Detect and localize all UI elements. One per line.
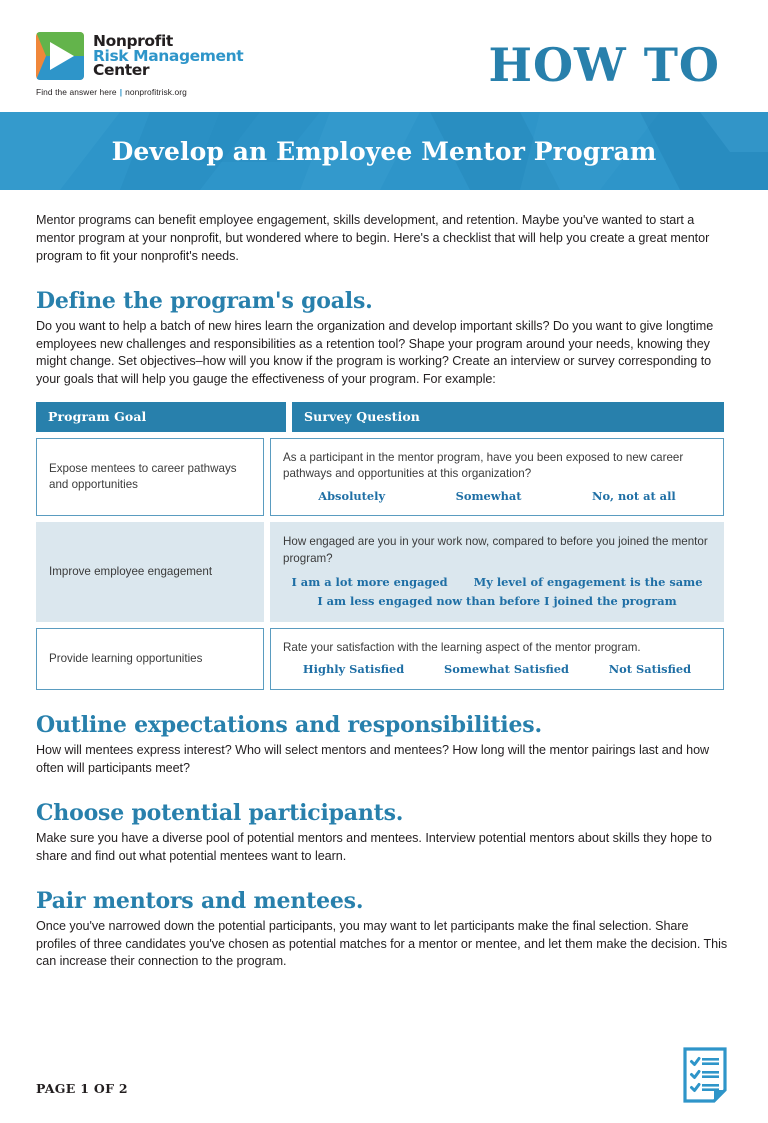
page-number-label: PAGE 1 OF 2 (36, 1081, 128, 1096)
logo-row (36, 32, 243, 80)
logo-wordmark (93, 31, 244, 80)
section-paragraph-pair-mentors: Once you've narrowed down the potential participants, you may want to let participants make the final selection. Share profiles of three candidates you've chosen as potential matches for a mentor or mentee, and let them make the decision. This can increase their connection to the program. (36, 918, 728, 969)
page-header (0, 0, 768, 112)
section-paragraph-define-goals: Do you want to help a batch of new hires learn the organization and develop important skills? Do you want to give longtime employees new challenges and responsibilities as a retention tool? Shape your program around your needs, knowing they might change. Set objectives–how will you know if the program is working? Create an interview or survey corresponding to your goals that will help you gauge the effectiveness of your program. For example: (36, 318, 714, 387)
section-heading-choose-participants: Choose potential participants. (36, 799, 404, 826)
tagline-text: Find the answer here (36, 87, 117, 97)
program-goal-survey-table (36, 402, 724, 690)
tagline-separator: | (119, 87, 123, 97)
section-heading-define-goals: Define the program's goals. (36, 287, 373, 314)
answer-option[interactable]: No, not at all (592, 488, 676, 503)
answer-option[interactable]: Not Satisfied (608, 662, 692, 677)
answer-option[interactable]: Absolutely (318, 488, 386, 503)
answer-option[interactable]: Somewhat (455, 488, 522, 503)
table-cell-goal: Improve employee engagement (36, 522, 264, 622)
survey-question-text: Rate your satisfaction with the learning aspect of the mentor program. (283, 641, 641, 655)
intro-paragraph: Mentor programs can benefit employee engagement, skills development, and retention. Maybe you've wanted to start a mentor program at your nonprofit, but wondered where to begin. Here's a checklist that will help you create a great mentor program to fit your nonprofit's needs. (36, 213, 710, 263)
logo-tagline (36, 87, 243, 97)
section-paragraph-outline-expectations: How will mentees express interest? Who will select mentors and mentees? How long will the mentor pairings last and how often will participants meet? (36, 743, 710, 776)
logo-line-center: Center (93, 61, 150, 80)
survey-answer-options (283, 575, 711, 610)
table-cell-question (270, 628, 724, 690)
table-cell-question (270, 438, 724, 516)
answer-option[interactable]: Somewhat Satisfied (444, 662, 569, 677)
table-cell-question (270, 522, 724, 622)
answer-option[interactable]: Highly Satisfied (302, 662, 405, 677)
how-to-label: HOW TO (488, 38, 720, 92)
title-banner (0, 112, 768, 190)
survey-answer-options (283, 489, 711, 505)
banner-title: Develop an Employee Mentor Program (111, 136, 657, 166)
logo-line-nonprofit: Nonprofit (93, 31, 173, 50)
table-row (36, 628, 724, 690)
table-cell-goal: Provide learning opportunities (36, 628, 264, 690)
table-row (36, 438, 724, 516)
nrmc-logo-mark-icon (36, 32, 84, 80)
table-row (36, 522, 724, 622)
survey-question-text: How engaged are you in your work now, compared to before you joined the mentor program? (283, 535, 708, 565)
page-footer (0, 1017, 768, 1123)
table-header-program-goal: Program Goal (36, 402, 286, 432)
logo-line-risk-management: Risk Management (93, 46, 244, 65)
table-header-row (36, 402, 724, 432)
organization-logo (36, 32, 243, 97)
answer-option[interactable]: My level of engagement is the same (473, 574, 703, 589)
section-paragraph-choose-participants: Make sure you have a diverse pool of potential mentors and mentees. Interview potential mentors about skills they hope to share and find out what potential mentees want to learn. (36, 830, 712, 863)
checklist-document-icon (682, 1046, 728, 1109)
section-heading-outline-expectations: Outline expectations and responsibilities. (36, 712, 542, 739)
table-header-survey-question: Survey Question (292, 402, 724, 432)
table-cell-goal: Expose mentees to career pathways and opportunities (36, 438, 264, 516)
survey-answer-options (283, 662, 711, 678)
survey-question-text: As a participant in the mentor program, have you been exposed to new career pathways and opportunities at this organization? (283, 451, 684, 481)
answer-option[interactable]: I am a lot more engaged (291, 574, 448, 589)
section-heading-pair-mentors: Pair mentors and mentees. (36, 887, 364, 914)
tagline-website[interactable]: nonprofitrisk.org (125, 87, 187, 97)
main-content (0, 190, 768, 971)
answer-option-pair (292, 575, 703, 591)
answer-option[interactable]: I am less engaged now than before I joined the program (317, 594, 677, 609)
